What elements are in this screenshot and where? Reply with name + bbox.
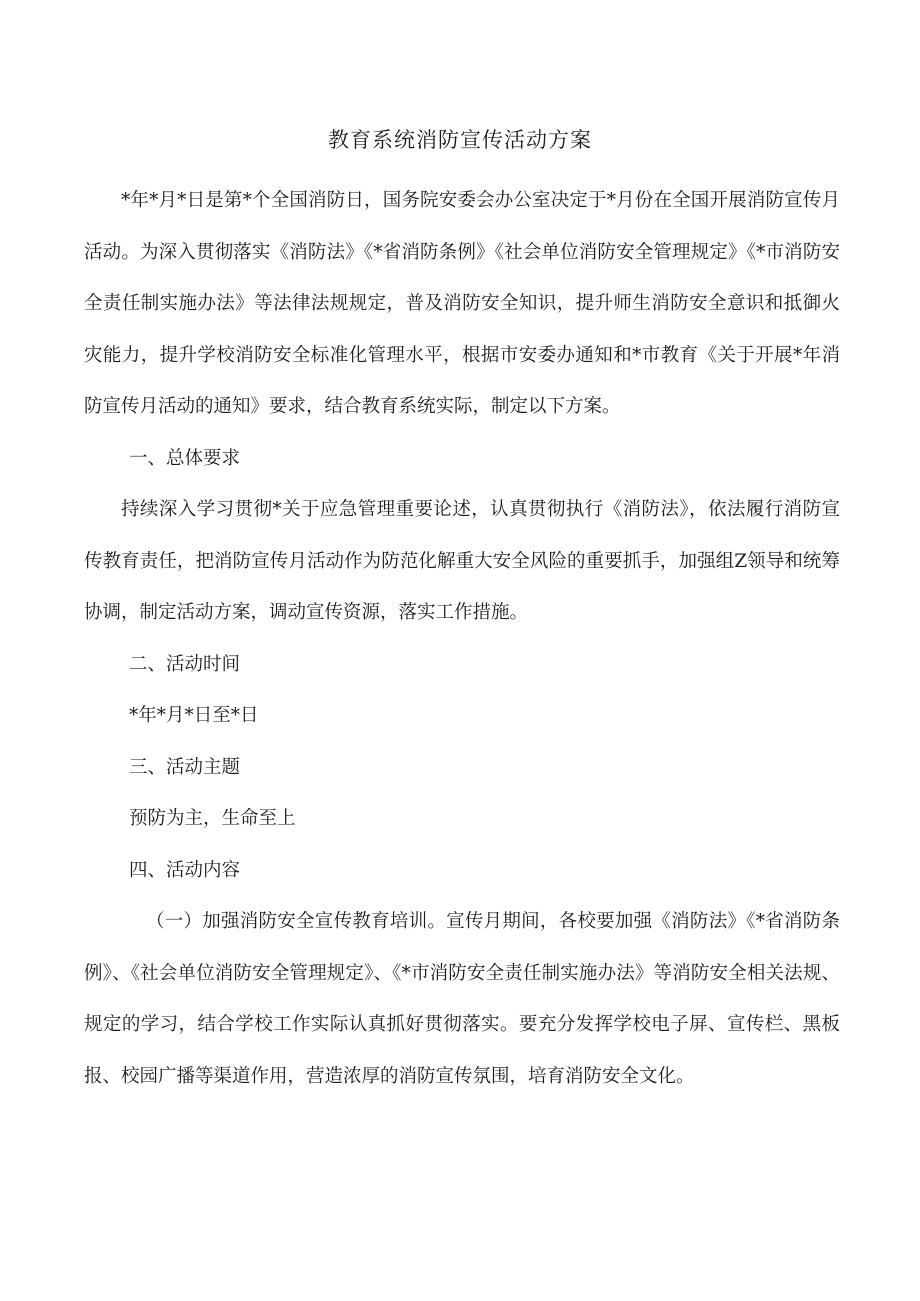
section-body-activity-time: *年*月*日至*日	[129, 705, 259, 726]
section-heading-activity-theme: 三、活动主题	[129, 756, 241, 778]
document-body	[84, 175, 840, 1102]
section-body-overall-requirements: 持续深入学习贯彻*关于应急管理重要论述，认真贯彻执行《消防法》，依法履行消防宣传教育责任，把消防宣传月活动作为防范化解重大安全风险的重要抓手，加强组Z领导和统筹协调，制定活动方案，调动宣传资源，落实工作措施。	[84, 499, 840, 623]
section-heading-activity-content: 四、活动内容	[129, 859, 241, 881]
document-title: 教育系统消防宣传活动方案	[328, 128, 592, 152]
section-heading-activity-time: 二、活动时间	[129, 653, 241, 675]
intro-paragraph: *年*月*日是第*个全国消防日，国务院安委会办公室决定于*月份在全国开展消防宣传月活动。为深入贯彻落实《消防法》《*省消防条例》《社会单位消防安全管理规定》《*市消防安全责任制实施办法》等法律法规规定，普及消防安全知识，提升师生消防安全意识和抵御火灾能力，提升学校消防安全标准化管理水平，根据市安委办通知和*市教育《关于开展*年消防宣传月活动的通知》要求，结合教育系统实际，制定以下方案。	[84, 190, 840, 417]
section-body-activity-theme: 预防为主，生命至上	[129, 808, 296, 829]
section-item-publicity-training: （一）加强消防安全宣传教育培训。宣传月期间，各校要加强《消防法》《*省消防条例》、《社会单位消防安全管理规定》、《*市消防安全责任制实施办法》等消防安全相关法规、规定的学习，结合学校工作实际认真抓好贯彻落实。要充分发挥学校电子屏、宣传栏、黑板报、校园广播等渠道作用，营造浓厚的消防宣传氛围，培育消防安全文化。	[84, 911, 840, 1087]
section-heading-overall-requirements: 一、总体要求	[129, 447, 241, 469]
